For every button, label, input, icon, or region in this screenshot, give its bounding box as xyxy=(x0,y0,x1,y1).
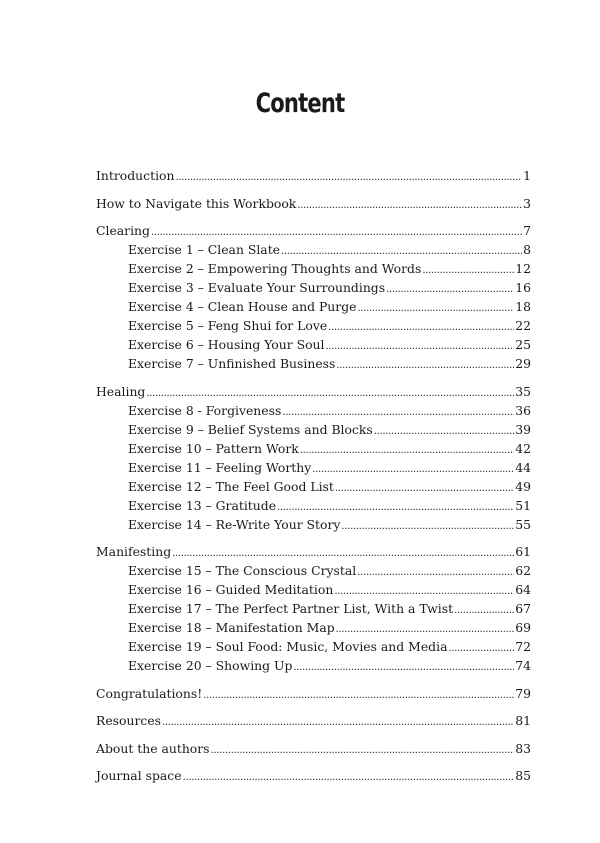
toc-page-number: 83 xyxy=(515,740,531,756)
toc-exercise-entry[interactable] xyxy=(96,619,531,638)
dot-leader xyxy=(422,262,514,279)
dot-leader xyxy=(357,564,514,581)
toc-page-number: 1 xyxy=(523,168,531,183)
toc-section-entry[interactable] xyxy=(96,740,531,759)
toc-page-number: 64 xyxy=(515,582,531,597)
toc-section-entry[interactable] xyxy=(96,767,531,786)
toc-entry-label: Exercise 15 – The Conscious Crystal xyxy=(128,563,357,578)
toc-page-number: 3 xyxy=(523,195,531,211)
toc-page-number: 7 xyxy=(523,223,531,238)
toc-exercise-entry[interactable] xyxy=(96,600,531,619)
toc-entry-label: Exercise 16 – Guided Meditation xyxy=(128,582,334,597)
toc-exercise-entry[interactable] xyxy=(96,478,531,497)
toc-page-number: 74 xyxy=(515,658,531,673)
toc-page-number: 61 xyxy=(515,544,531,559)
toc-page-number: 79 xyxy=(515,685,531,701)
toc-exercise-entry[interactable] xyxy=(96,562,531,581)
dot-leader xyxy=(326,338,515,355)
toc-entry-label: Exercise 14 – Re-Write Your Story xyxy=(128,516,341,532)
toc-page-number: 16 xyxy=(515,280,531,295)
toc-entry-label: Resources xyxy=(96,713,162,728)
toc-exercise-entry[interactable] xyxy=(96,459,531,478)
toc-entry-label: Journal space xyxy=(96,768,182,783)
dot-leader xyxy=(335,480,514,497)
toc-entry-label: Exercise 17 – The Perfect Partner List, With a Twist xyxy=(128,601,454,616)
dot-leader xyxy=(175,169,522,186)
toc-exercise-entry[interactable] xyxy=(96,657,531,676)
toc-page-number: 72 xyxy=(515,639,531,654)
toc-page-number: 8 xyxy=(523,242,531,257)
dot-leader xyxy=(386,281,514,298)
toc-entry-label: Clearing xyxy=(96,223,150,238)
dot-leader xyxy=(448,640,514,657)
toc-exercise-entry[interactable] xyxy=(96,279,531,298)
toc-page-number: 29 xyxy=(515,356,531,371)
toc-entry-label: Exercise 4 – Clean House and Purge xyxy=(128,299,357,314)
dot-leader xyxy=(300,442,514,459)
toc-entry-label: Exercise 20 – Showing Up xyxy=(128,658,293,673)
dot-leader xyxy=(336,621,515,638)
toc-page-number: 18 xyxy=(515,299,531,314)
dot-leader xyxy=(281,243,522,260)
toc-exercise-entry[interactable] xyxy=(96,317,531,336)
toc-exercise-entry[interactable] xyxy=(96,402,531,421)
toc-entry-label: Exercise 12 – The Feel Good List xyxy=(128,478,334,494)
dot-leader xyxy=(374,423,514,440)
toc-entry-label: Congratulations! xyxy=(96,685,203,701)
table-of-contents xyxy=(96,167,531,786)
toc-page-number: 85 xyxy=(515,768,531,783)
toc-entry-label: Exercise 11 – Feeling Worthy xyxy=(128,459,312,475)
dot-leader xyxy=(146,385,514,402)
toc-exercise-entry[interactable] xyxy=(96,241,531,260)
toc-entry-label: Introduction xyxy=(96,168,175,183)
dot-leader xyxy=(282,404,514,421)
toc-entry-label: Manifesting xyxy=(96,544,172,559)
toc-entry-label: Healing xyxy=(96,383,146,399)
toc-page-number: 42 xyxy=(515,440,531,456)
toc-exercise-entry[interactable] xyxy=(96,336,531,355)
toc-entry-label: Exercise 1 – Clean Slate xyxy=(128,242,281,257)
toc-entry-label: Exercise 5 – Feng Shui for Love xyxy=(128,318,328,333)
toc-section-entry[interactable] xyxy=(96,167,531,186)
toc-page-number: 22 xyxy=(515,318,531,333)
dot-leader xyxy=(172,545,514,562)
dot-leader xyxy=(277,499,514,516)
page-title: Content xyxy=(255,88,345,119)
toc-entry-label: Exercise 2 – Empowering Thoughts and Words xyxy=(128,261,422,276)
toc-exercise-entry[interactable] xyxy=(96,497,531,516)
toc-exercise-entry[interactable] xyxy=(96,581,531,600)
toc-entry-label: Exercise 9 – Belief Systems and Blocks xyxy=(128,421,373,437)
dot-leader xyxy=(203,687,514,704)
toc-entry-label: About the authors xyxy=(96,740,210,756)
toc-section-entry[interactable] xyxy=(96,685,531,704)
toc-exercise-entry[interactable] xyxy=(96,355,531,374)
toc-page-number: 55 xyxy=(515,516,531,532)
toc-page-number: 81 xyxy=(515,713,531,728)
toc-exercise-entry[interactable] xyxy=(96,638,531,657)
toc-page-number: 44 xyxy=(515,459,531,475)
toc-entry-label: How to Navigate this Workbook xyxy=(96,195,297,211)
toc-exercise-entry[interactable] xyxy=(96,260,531,279)
dot-leader xyxy=(297,197,522,214)
dot-leader xyxy=(183,769,515,786)
toc-entry-label: Exercise 7 – Unfinished Business xyxy=(128,356,336,371)
toc-page-number: 49 xyxy=(515,478,531,494)
toc-entry-label: Exercise 10 – Pattern Work xyxy=(128,440,299,456)
toc-entry-label: Exercise 3 – Evaluate Your Surroundings xyxy=(128,280,386,295)
toc-entry-label: Exercise 6 – Housing Your Soul xyxy=(128,337,325,352)
toc-page-number: 67 xyxy=(515,601,531,616)
toc-page-number: 25 xyxy=(515,337,531,352)
toc-section-entry[interactable] xyxy=(96,195,531,214)
dot-leader xyxy=(341,518,514,535)
toc-page-number: 36 xyxy=(515,402,531,418)
toc-exercise-entry[interactable] xyxy=(96,440,531,459)
toc-page-number: 69 xyxy=(515,620,531,635)
toc-section-entry[interactable] xyxy=(96,712,531,731)
toc-section-entry[interactable] xyxy=(96,543,531,562)
toc-entry-label: Exercise 13 – Gratitude xyxy=(128,497,277,513)
dot-leader xyxy=(454,602,514,619)
dot-leader xyxy=(312,461,514,478)
toc-section-entry[interactable] xyxy=(96,383,531,402)
toc-exercise-entry[interactable] xyxy=(96,516,531,535)
toc-page-number: 35 xyxy=(515,383,531,399)
toc-exercise-entry[interactable] xyxy=(96,298,531,317)
dot-leader xyxy=(334,583,514,600)
dot-leader xyxy=(162,714,514,731)
dot-leader xyxy=(211,742,515,759)
dot-leader xyxy=(357,300,514,317)
toc-section-entry[interactable] xyxy=(96,222,531,241)
toc-page-number: 39 xyxy=(515,421,531,437)
dot-leader xyxy=(151,224,522,241)
dot-leader xyxy=(293,659,514,676)
dot-leader xyxy=(336,357,514,374)
toc-page-number: 51 xyxy=(515,497,531,513)
toc-page-number: 62 xyxy=(515,563,531,578)
dot-leader xyxy=(328,319,514,336)
toc-exercise-entry[interactable] xyxy=(96,421,531,440)
toc-entry-label: Exercise 8 - Forgiveness xyxy=(128,402,282,418)
toc-entry-label: Exercise 19 – Soul Food: Music, Movies and Media xyxy=(128,639,448,654)
toc-entry-label: Exercise 18 – Manifestation Map xyxy=(128,620,335,635)
toc-page-number: 12 xyxy=(515,261,531,276)
